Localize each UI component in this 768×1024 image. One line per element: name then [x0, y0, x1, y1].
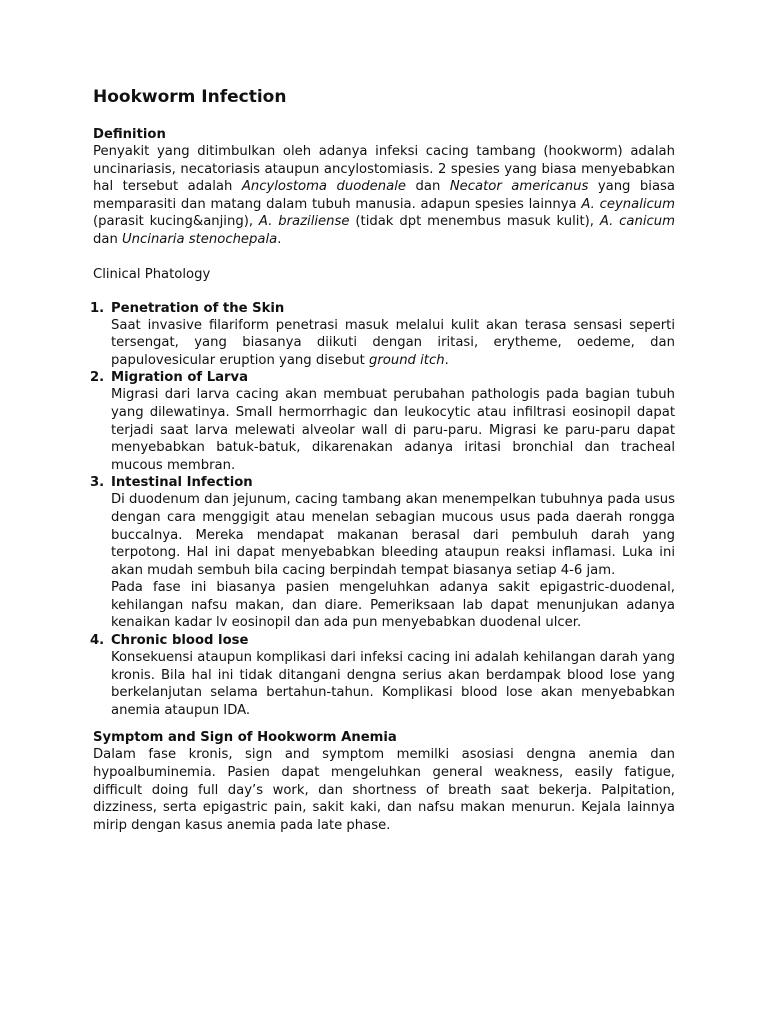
list-item	[90, 369, 675, 474]
list-item	[90, 632, 675, 719]
list-item-title: Intestinal Infection	[111, 475, 253, 491]
symptom-paragraph: Dalam fase kronis, sign and symptom memilki asosiasi dengna anemia dan hypoalbuminemia. Pasien dapat mengeluhkan general weakness, easily fatigue, difficult doing full day’s work, dan shortness of breath saat bekerja. Palpitation, dizziness, serta epigastric pain, sakit kaki, dan nafsu makan menurun. Kejala lainnya mirip dengan kasus anemia pada late phase.	[93, 747, 675, 833]
list-number: 4.	[90, 633, 105, 649]
document-content	[90, 86, 675, 834]
symptom-heading: Symptom and Sign of Hookworm Anemia	[93, 730, 397, 746]
clinical-list	[90, 300, 675, 720]
list-item-text: Di duodenum dan jejunum, cacing tambang akan menempelkan tubuhnya pada usus dengan cara menggigit atau menelan sebagian mucous usus pada daerah rongga buccalnya. Mereka mendapat makanan berasal dari pembuluh darah yang terpotong. Hal ini dapat menyebabkan bleeding ataupun reaksi inflamasi. Luka ini akan mudah sembuh bila cacing berpindah tempat biasanya setiap 4-6 jam.	[111, 492, 675, 578]
list-number: 1.	[90, 300, 105, 316]
document-title: Hookworm Infection	[93, 87, 287, 107]
list-item-text: Migrasi dari larva cacing akan membuat perubahan pathologis pada bagian tubuh yang dilewatinya. Small hermorrhagic dan leukocytic atau infiltrasi eosinopil dapat terjadi saat larva melewati alveolar wall di paru-paru. Migrasi ke paru-paru dapat menyebabkan batuk-batuk, dikarenakan adanya iritasi bronchial dan tracheal mucous membran.	[111, 387, 675, 473]
definition-heading: Definition	[93, 127, 166, 142]
definition-paragraph: Penyakit yang ditimbulkan oleh adanya infeksi cacing tambang (hookworm) adalah uncinariasis, necatoriasis ataupun ancylostomiasis. 2 spesies yang biasa menyebabkan hal tersebut adalah Ancylostoma duodenale dan Necator americanus yang biasa memparasiti dan matang dalam tubuh manusia. adapun spesies lainnya A. ceynalicum (parasit kucing&anjing), A. braziliense (tidak dpt menembus masuk kulit), A. canicum dan Uncinaria stenochepala.	[93, 144, 675, 247]
list-item-text: Konsekuensi ataupun komplikasi dari infeksi cacing ini adalah kehilangan darah yang kronis. Bila hal ini tidak ditangani dengna serius akan berdampak blood lose yang berkelanjutan selama bertahun-tahun. Komplikasi blood lose akan menyebabkan anemia ataupun IDA.	[111, 650, 675, 718]
list-item-title: Migration of Larva	[111, 370, 249, 386]
list-item-text: Saat invasive filariform penetrasi masuk melalui kulit akan terasa sensasi seperti tersengat, yang biasanya diikuti dengan iritasi, erytheme, oedeme, dan papulovesicular eruption yang disebut ground itch.	[111, 317, 675, 368]
list-number: 2.	[90, 370, 105, 386]
clinical-heading: Clinical Phatology	[93, 266, 211, 282]
list-item-title: Chronic blood lose	[111, 633, 249, 649]
list-item	[90, 300, 675, 370]
list-item	[90, 474, 675, 632]
list-item-title: Penetration of the Skin	[111, 300, 285, 316]
list-number: 3.	[90, 475, 105, 491]
list-item-text-2: Pada fase ini biasanya pasien mengeluhkan adanya sakit epigastric-duodenal, kehilangan nafsu makan, dan diare. Pemeriksaan lab dapat menunjukan adanya kenaikan kadar lv eosinopil dan ada pun menyebabkan duodenal ulcer.	[111, 580, 675, 631]
